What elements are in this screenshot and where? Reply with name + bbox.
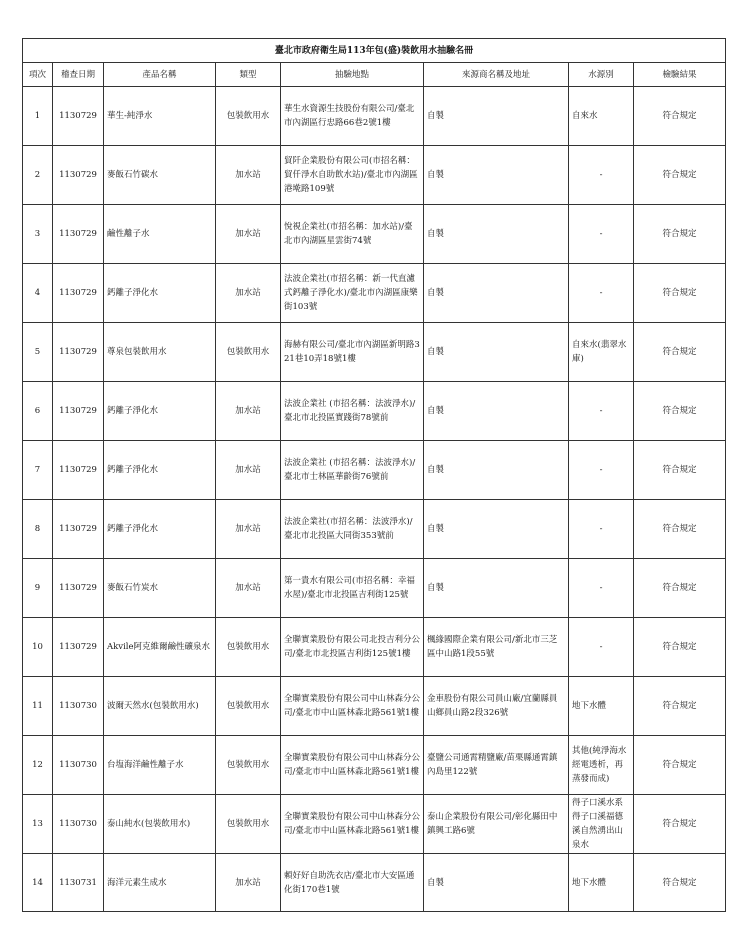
product-type: 包裝飲用水 [216,795,281,854]
sampling-site: 悅視企業社(市招名稱：加水站)/臺北市內湖區星雲街74號 [281,205,424,264]
test-result: 符合規定 [634,146,726,205]
test-result: 符合規定 [634,382,726,441]
table-row [23,205,726,264]
test-result: 符合規定 [634,677,726,736]
test-result: 符合規定 [634,441,726,500]
table-row [23,382,726,441]
test-result: 符合規定 [634,323,726,382]
header-site: 抽驗地點 [281,63,424,87]
product-type: 包裝飲用水 [216,323,281,382]
row-index: 1 [23,87,53,146]
product-name: 華生-純淨水 [104,87,216,146]
water-source: - [569,382,634,441]
test-result: 符合規定 [634,500,726,559]
water-source: - [569,618,634,677]
source-vendor: 自製 [424,559,569,618]
test-result: 符合規定 [634,87,726,146]
product-name: 尊泉包裝飲用水 [104,323,216,382]
water-source: - [569,146,634,205]
product-type: 加水站 [216,264,281,323]
product-name: 波爾天然水(包裝飲用水) [104,677,216,736]
inspection-date: 1130729 [53,441,104,500]
inspection-date: 1130730 [53,677,104,736]
water-source: - [569,559,634,618]
water-source: 地下水體 [569,677,634,736]
row-index: 12 [23,736,53,795]
table-row [23,87,726,146]
inspection-date: 1130730 [53,736,104,795]
test-result: 符合規定 [634,736,726,795]
table-row [23,441,726,500]
product-type: 加水站 [216,146,281,205]
product-name: 麥飯石竹炭水 [104,559,216,618]
product-type: 包裝飲用水 [216,618,281,677]
row-index: 10 [23,618,53,677]
water-source: - [569,500,634,559]
table-row [23,146,726,205]
product-name: Akvile阿克維爾鹼性礦泉水 [104,618,216,677]
inspection-date: 1130729 [53,87,104,146]
inspection-date: 1130729 [53,205,104,264]
water-source: 其他(純淨海水經電透析，再蒸發而成) [569,736,634,795]
row-index: 9 [23,559,53,618]
water-source: - [569,205,634,264]
sampling-site: 第一貴水有限公司(市招名稱：幸福水屋)/臺北市北投區吉利街125號 [281,559,424,618]
inspection-date: 1130729 [53,559,104,618]
table-row [23,736,726,795]
title-row [23,39,726,63]
table-row [23,264,726,323]
sampling-site: 全聯實業股份有限公司北投吉利分公司/臺北市北投區吉利街125號1樓 [281,618,424,677]
inspection-date: 1130731 [53,854,104,912]
table-row [23,795,726,854]
sampling-site: 頼好好自助洗衣店/臺北市大安區通化街170巷1號 [281,854,424,912]
row-index: 3 [23,205,53,264]
table-row [23,500,726,559]
table-row [23,677,726,736]
table-row [23,618,726,677]
sampling-site: 全聯實業股份有限公司中山林森分公司/臺北市中山區林森北路561號1樓 [281,677,424,736]
source-vendor: 自製 [424,500,569,559]
row-index: 7 [23,441,53,500]
water-source: 自來水(翡翠水庫) [569,323,634,382]
source-vendor: 金車股份有限公司員山廠/宜蘭縣員山鄉員山路2段326號 [424,677,569,736]
source-vendor: 自製 [424,146,569,205]
header-type: 類型 [216,63,281,87]
header-product: 產品名稱 [104,63,216,87]
document-title: 臺北市政府衛生局113年包(盛)裝飲用水抽驗名冊 [23,39,726,63]
header-result: 檢驗結果 [634,63,726,87]
row-index: 11 [23,677,53,736]
header-index: 項次 [23,63,53,87]
inspection-date: 1130729 [53,323,104,382]
row-index: 13 [23,795,53,854]
inspection-date: 1130729 [53,264,104,323]
product-name: 麥飯石竹碳水 [104,146,216,205]
sampling-site: 法波企業社(市招名稱：法波淨水)/臺北市北投區大同街353號前 [281,500,424,559]
test-result: 符合規定 [634,205,726,264]
product-name: 鹼性離子水 [104,205,216,264]
sampling-site: 全聯實業股份有限公司中山林森分公司/臺北市中山區林森北路561號1樓 [281,795,424,854]
product-name: 鈣離子淨化水 [104,500,216,559]
test-result: 符合規定 [634,795,726,854]
sampling-site: 華生水資源生技股份有限公司/臺北市內湖區行忠路66巷2號1樓 [281,87,424,146]
product-type: 加水站 [216,441,281,500]
test-result: 符合規定 [634,854,726,912]
source-vendor: 自製 [424,264,569,323]
water-source: - [569,264,634,323]
product-type: 包裝飲用水 [216,677,281,736]
sampling-site: 全聯實業股份有限公司中山林森分公司/臺北市中山區林森北路561號1樓 [281,736,424,795]
test-result: 符合規定 [634,559,726,618]
row-index: 8 [23,500,53,559]
inspection-list-table [22,38,726,912]
source-vendor: 自製 [424,441,569,500]
row-index: 4 [23,264,53,323]
product-type: 加水站 [216,382,281,441]
product-type: 包裝飲用水 [216,87,281,146]
water-source: 得子口溪水系得子口溪福德溪自然湧出山泉水 [569,795,634,854]
row-index: 2 [23,146,53,205]
inspection-date: 1130730 [53,795,104,854]
sampling-site: 貿阡企業股份有限公司(市招名稱：貿仟淨水自助飲水站)/臺北市內湖區港墘路109號 [281,146,424,205]
table-row [23,559,726,618]
product-name: 海洋元素生成水 [104,854,216,912]
header-row [23,63,726,87]
source-vendor: 自製 [424,205,569,264]
header-date: 稽查日期 [53,63,104,87]
source-vendor: 自製 [424,323,569,382]
sampling-site: 海赫有限公司/臺北市內湖區新明路321巷10弄18號1樓 [281,323,424,382]
product-name: 鈣離子淨化水 [104,264,216,323]
source-vendor: 自製 [424,854,569,912]
source-vendor: 自製 [424,382,569,441]
inspection-date: 1130729 [53,382,104,441]
product-name: 泰山純水(包裝飲用水) [104,795,216,854]
product-type: 加水站 [216,559,281,618]
product-type: 加水站 [216,854,281,912]
inspection-date: 1130729 [53,618,104,677]
row-index: 6 [23,382,53,441]
sampling-site: 法波企業社 (市招名稱：法波淨水)/臺北市士林區華齡街76號前 [281,441,424,500]
table-row [23,854,726,912]
sampling-site: 法波企業社 (市招名稱：法波淨水)/臺北市北投區實踐街78號前 [281,382,424,441]
source-vendor: 自製 [424,87,569,146]
test-result: 符合規定 [634,264,726,323]
row-index: 5 [23,323,53,382]
product-type: 加水站 [216,205,281,264]
product-type: 加水站 [216,500,281,559]
water-source: 地下水體 [569,854,634,912]
product-name: 鈣離子淨化水 [104,441,216,500]
test-result: 符合規定 [634,618,726,677]
header-source: 來源商名稱及地址 [424,63,569,87]
inspection-date: 1130729 [53,146,104,205]
source-vendor: 泰山企業股份有限公司/彰化縣田中鎮興工路6號 [424,795,569,854]
row-index: 14 [23,854,53,912]
product-name: 台塩海洋鹼性離子水 [104,736,216,795]
inspection-date: 1130729 [53,500,104,559]
sampling-site: 法波企業社(市招名稱：新一代直濾式鈣離子淨化水)/臺北市內湖區康樂街103號 [281,264,424,323]
water-source: - [569,441,634,500]
table-row [23,323,726,382]
water-source: 自來水 [569,87,634,146]
source-vendor: 楓緣國際企業有限公司/新北市三芝區中山路1段55號 [424,618,569,677]
source-vendor: 臺鹽公司通霄精鹽廠/苗栗縣通霄鎮內島里122號 [424,736,569,795]
header-water-source: 水源別 [569,63,634,87]
product-type: 包裝飲用水 [216,736,281,795]
product-name: 鈣離子淨化水 [104,382,216,441]
